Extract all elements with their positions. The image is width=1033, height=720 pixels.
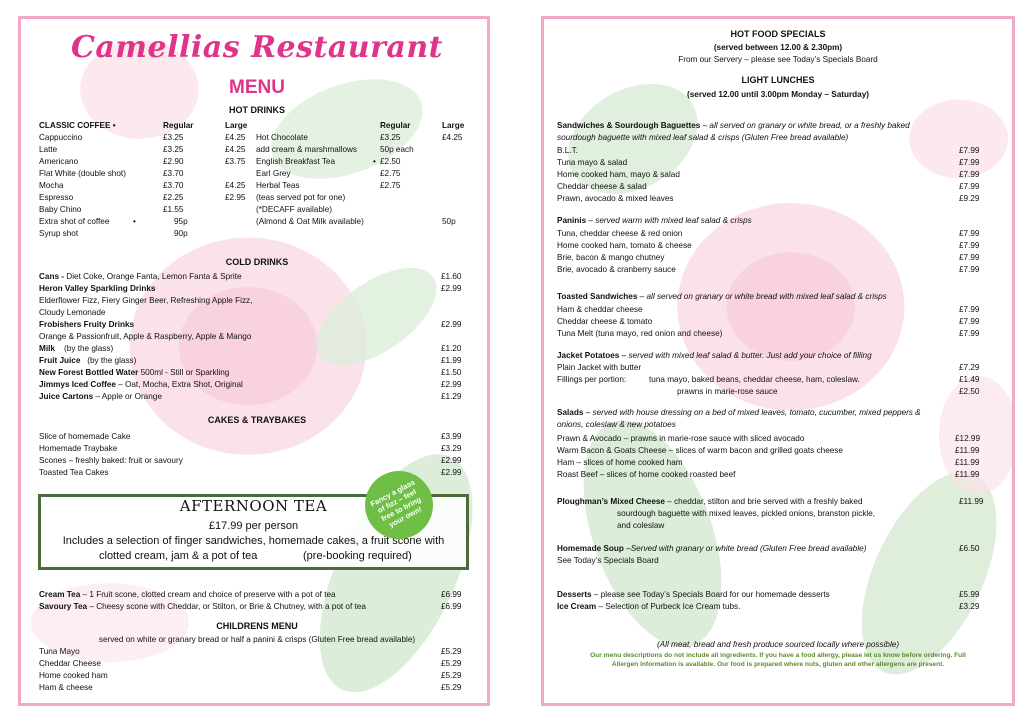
panini-item: Home cooked ham, tomato & cheese: [557, 241, 692, 250]
bullet-icon: •: [373, 157, 376, 166]
coffee-large-price: £4.25: [225, 145, 246, 154]
cream-tea-item: Cream Tea – 1 Fruit scone, clotted cream and choice of preserve with a pot of tea: [39, 590, 336, 599]
salads-desc: onions, coleslaw & new potatoes: [557, 420, 676, 429]
jacket-fillings-label: Fillings per portion:: [557, 375, 627, 384]
panini-item-price: £7.99: [959, 241, 980, 250]
hot-drink-item: (teas served pot for one): [256, 193, 346, 202]
juice-price: £1.99: [441, 356, 462, 365]
sandwich-item: B.L.T.: [557, 146, 578, 155]
cans-price: £1.60: [441, 272, 462, 281]
ploughmans-heading: Ploughman’s Mixed Cheese – cheddar, stilton and brie served with a freshly baked: [557, 497, 863, 506]
regular-header-2: Regular: [380, 121, 411, 130]
afternoon-tea-desc-2: clotted cream, jam & a pot of tea: [99, 550, 258, 562]
childrens-item-price: £5.29: [441, 671, 462, 680]
sourcing-note: (All meat, bread and fresh produce sourced locally where possible): [656, 640, 900, 649]
frobishers-label: Frobishers Fruity Drinks: [39, 320, 135, 329]
hot-drink-item: (*DECAFF available): [256, 205, 332, 214]
coffee-regular-price: £2.90: [163, 157, 184, 166]
coffee-large-price: £4.25: [225, 133, 246, 142]
bullet-icon: •: [112, 121, 116, 130]
light-lunches-sub: (served 12.00 until 3.00pm Monday – Saturday): [686, 90, 869, 99]
jimmys-price: £2.99: [441, 380, 462, 389]
coffee-regular-price: £1.55: [163, 205, 184, 214]
sandwich-item: Tuna mayo & salad: [557, 158, 628, 167]
afternoon-tea-desc: Includes a selection of finger sandwiches, homemade cakes, a fruit scone with: [62, 535, 445, 547]
coffee-regular-price: £3.25: [163, 133, 184, 142]
allergen-note-2: Allergen information is available. Our food is prepared where nuts, gluten and other allergens are present.: [611, 661, 945, 668]
toasted-item: Tuna Melt (tuna mayo, red onion and cheese): [557, 329, 723, 338]
panini-item-price: £7.99: [959, 265, 980, 274]
ploughmans-desc: sourdough baguette with mixed leaves, pickled onions, branston pickle,: [617, 509, 876, 518]
savoury-tea-item: Savoury Tea – Cheesy scone with Cheddar, or Stilton, or Brie & Chutney, with a pot of tea: [39, 602, 366, 611]
sandwich-item-price: £7.99: [959, 158, 980, 167]
coffee-regular-price: 95p: [174, 217, 188, 226]
frobishers-price: £2.99: [441, 320, 462, 329]
toasted-item: Cheddar cheese & tomato: [557, 317, 653, 326]
cans-item: Cans - Diet Coke, Orange Fanta, Lemon Fanta & Sprite: [39, 272, 242, 281]
hot-drink-item: English Breakfast Tea: [256, 157, 336, 166]
jacket-prawns-price: £2.50: [959, 387, 980, 396]
paninis-heading: Paninis – served warm with mixed leaf salad & crisps: [557, 216, 752, 225]
toasted-item: Ham & cheddar cheese: [557, 305, 643, 314]
coffee-item: Mocha: [39, 181, 64, 190]
coffee-item: Americano: [39, 157, 79, 166]
childrens-item: Tuna Mayo: [39, 647, 80, 656]
heron-flavours-2: Cloudy Lemonade: [39, 308, 106, 317]
hot-drink-item: Earl Grey: [256, 169, 291, 178]
large-header: Large: [225, 121, 248, 130]
panini-item-price: £7.99: [959, 253, 980, 262]
toasted-heading: Toasted Sandwiches – all served on granary or white bread with mixed leaf salad & crisps: [557, 292, 887, 301]
salads-heading: Salads – served with house dressing on a bed of mixed leaves, tomato, cucumber, mixed peppers &: [557, 408, 921, 417]
sandwich-item-price: £7.99: [959, 182, 980, 191]
cake-item-price: £2.99: [441, 468, 462, 477]
toasted-item-price: £7.99: [959, 305, 980, 314]
childrens-item: Ham & cheese: [39, 683, 93, 692]
sandwich-item-price: £7.99: [959, 170, 980, 179]
jimmys-item: Jimmys Iced Coffee – Oat, Mocha, Extra Shot, Original: [39, 380, 243, 389]
fizz-badge: Fancy a glass of fizz – feel free to bring your own!: [353, 459, 445, 551]
savoury-tea-price: £6.99: [441, 602, 462, 611]
desserts-item: Desserts – please see Today’s Specials Board for our homemade desserts: [557, 590, 830, 599]
hot-drink-large-price: £4.25: [442, 133, 463, 142]
ploughmans-desc-2: and coleslaw: [617, 521, 665, 530]
salad-item-price: £11.99: [955, 446, 980, 455]
hot-drink-regular-price: £2.75: [380, 181, 401, 190]
hot-drink-regular-price: 50p each: [380, 145, 414, 154]
cake-item: Toasted Tea Cakes: [39, 468, 109, 477]
sandwiches-desc: sourdough baguette with mixed leaf salad & crisps (Gluten Free bread available): [557, 133, 849, 142]
sandwich-item-price: £7.99: [959, 146, 980, 155]
coffee-regular-price: £3.70: [163, 169, 184, 178]
coffee-item: Extra shot of coffee: [39, 217, 110, 226]
coffee-item: Baby Chino: [39, 205, 82, 214]
juice-item: Fruit Juice (by the glass): [39, 356, 137, 365]
bullet-icon: •: [133, 217, 136, 226]
toasted-item-price: £7.99: [959, 329, 980, 338]
soup-price: £6.50: [959, 544, 980, 553]
hot-food-heading: HOT FOOD SPECIALS: [730, 29, 826, 39]
salad-item-price: £12.99: [955, 434, 981, 443]
coffee-item: Flat White (double shot): [39, 169, 126, 178]
coffee-item: Cappuccino: [39, 133, 83, 142]
hot-drinks-heading: HOT DRINKS: [229, 105, 285, 115]
coffee-regular-price: £2.25: [163, 193, 184, 202]
jacket-fillings-price: £1.49: [959, 375, 980, 384]
sandwiches-heading: Sandwiches & Sourdough Baguettes – all served on granary or white bread, or a freshly baked: [557, 121, 910, 130]
hot-food-line: From our Servery – please see Today’s Specials Board: [678, 55, 878, 64]
cake-item: Homemade Traybake: [39, 444, 118, 453]
hot-drink-regular-price: £2.50: [380, 157, 401, 166]
childrens-item: Cheddar Cheese: [39, 659, 101, 668]
coffee-item: Syrup shot: [39, 229, 79, 238]
jacket-fillings: tuna mayo, baked beans, cheddar cheese, ham, coleslaw.: [649, 375, 860, 384]
soup-line: See Today’s Specials Board: [557, 556, 659, 565]
hot-drink-item: (Almond & Oat Milk available): [256, 217, 364, 226]
coffee-large-price: £3.75: [225, 157, 246, 166]
heron-label: Heron Valley Sparkling Drinks: [39, 284, 156, 293]
coffee-item: Latte: [39, 145, 58, 154]
cake-item: Scones – freshly baked: fruit or savoury: [39, 456, 183, 465]
light-lunches-heading: LIGHT LUNCHES: [741, 75, 815, 85]
desserts-price: £5.99: [959, 590, 980, 599]
hot-drink-item: add cream & marshmallows: [256, 145, 358, 154]
hot-drink-item: Hot Chocolate: [256, 133, 308, 142]
afternoon-tea-title: AFTERNOON TEA: [179, 497, 328, 515]
cake-item-price: £3.29: [441, 444, 462, 453]
classic-coffee-header: CLASSIC COFFEE •: [39, 121, 116, 130]
hot-food-sub: (served between 12.00 & 2.30pm): [713, 43, 843, 52]
pre-booking-note: (pre-booking required): [303, 550, 412, 562]
coffee-item: Espresso: [39, 193, 74, 202]
cake-item-price: £3.99: [441, 432, 462, 441]
milk-item: Milk (by the glass): [39, 344, 114, 353]
water-item: New Forest Bottled Water 500ml - Still or Sparkling: [39, 368, 230, 377]
panini-item-price: £7.99: [959, 229, 980, 238]
salad-item-price: £11.99: [955, 470, 980, 479]
hot-drink-regular-price: £2.75: [380, 169, 401, 178]
childrens-item: Home cooked ham: [39, 671, 108, 680]
toasted-item-price: £7.99: [959, 317, 980, 326]
restaurant-title: Camellias Restaurant: [70, 30, 444, 65]
sandwich-item: Home cooked ham, mayo & salad: [557, 170, 680, 179]
large-header-2: Large: [442, 121, 465, 130]
salad-item: Warm Bacon & Goats Cheese – slices of warm bacon and grilled goats cheese: [557, 446, 843, 455]
salad-item-price: £11.99: [955, 458, 980, 467]
sandwich-item: Prawn, avocado & mixed leaves: [557, 194, 674, 203]
frobishers-flavours: Orange & Passionfruit, Apple & Raspberry, Apple & Mango: [39, 332, 252, 341]
coffee-regular-price: £3.25: [163, 145, 184, 154]
coffee-large-price: £2.95: [225, 193, 246, 202]
cake-item: Slice of homemade Cake: [39, 432, 131, 441]
hot-drink-large-price: 50p: [442, 217, 456, 226]
childrens-sub: served on white or granary bread or half a panini & crisps (Gluten Free bread available): [98, 635, 416, 644]
cake-item-price: £2.99: [441, 456, 462, 465]
salad-item: Roast Beef – slices of home cooked roasted beef: [557, 470, 736, 479]
panini-item: Brie, avocado & cranberry sauce: [557, 265, 676, 274]
coffee-regular-price: £3.70: [163, 181, 184, 190]
sandwich-item: Cheddar cheese & salad: [557, 182, 647, 191]
regular-header: Regular: [163, 121, 194, 130]
icecream-item: Ice Cream – Selection of Purbeck Ice Cream tubs.: [557, 602, 741, 611]
salad-item: Ham – slices of home cooked ham: [557, 458, 683, 467]
panini-item: Brie, bacon & mango chutney: [557, 253, 665, 262]
jacket-heading: Jacket Potatoes – served with mixed leaf salad & butter. Just add your choice of filling: [557, 351, 872, 360]
coffee-large-price: £4.25: [225, 181, 246, 190]
ploughmans-price: £11.99: [959, 497, 984, 506]
coffee-regular-price: 90p: [174, 229, 188, 238]
allergen-note: Our menu descriptions do not include all ingredients. If you have a food allergy, please let us know before ordering. Full: [590, 652, 966, 659]
menu-heading: MENU: [229, 77, 285, 98]
cold-drinks-heading: COLD DRINKS: [225, 257, 289, 267]
jacket-plain: Plain Jacket with butter: [557, 363, 642, 372]
heron-price: £2.99: [441, 284, 462, 293]
childrens-item-price: £5.29: [441, 659, 462, 668]
cream-tea-price: £6.99: [441, 590, 462, 599]
water-price: £1.50: [441, 368, 462, 377]
panini-item: Tuna, cheddar cheese & red onion: [557, 229, 683, 238]
soup-heading: Homemade Soup –Served with granary or white bread (Gluten Free bread available): [557, 544, 867, 553]
cartons-price: £1.29: [441, 392, 462, 401]
jacket-prawns: prawns in marie-rose sauce: [677, 387, 778, 396]
right-menu-page: [541, 16, 1015, 706]
hot-drink-regular-price: £3.25: [380, 133, 401, 142]
childrens-item-price: £5.29: [441, 683, 462, 692]
sandwich-item-price: £9.29: [959, 194, 980, 203]
childrens-item-price: £5.29: [441, 647, 462, 656]
icecream-price: £3.29: [959, 602, 980, 611]
heron-flavours: Elderflower Fizz, Fiery Ginger Beer, Refreshing Apple Fizz,: [39, 296, 253, 305]
left-menu-page: [18, 16, 490, 706]
jacket-plain-price: £7.29: [959, 363, 980, 372]
afternoon-tea-price: £17.99 per person: [208, 520, 299, 532]
milk-price: £1.20: [441, 344, 462, 353]
hot-drink-item: Herbal Teas: [256, 181, 300, 190]
cartons-item: Juice Cartons – Apple or Orange: [39, 392, 162, 401]
salad-item: Prawn & Avocado – prawns in marie-rose sauce with sliced avocado: [557, 434, 805, 443]
cakes-heading: CAKES & TRAYBAKES: [207, 415, 307, 425]
childrens-heading: CHILDRENS MENU: [216, 621, 298, 631]
